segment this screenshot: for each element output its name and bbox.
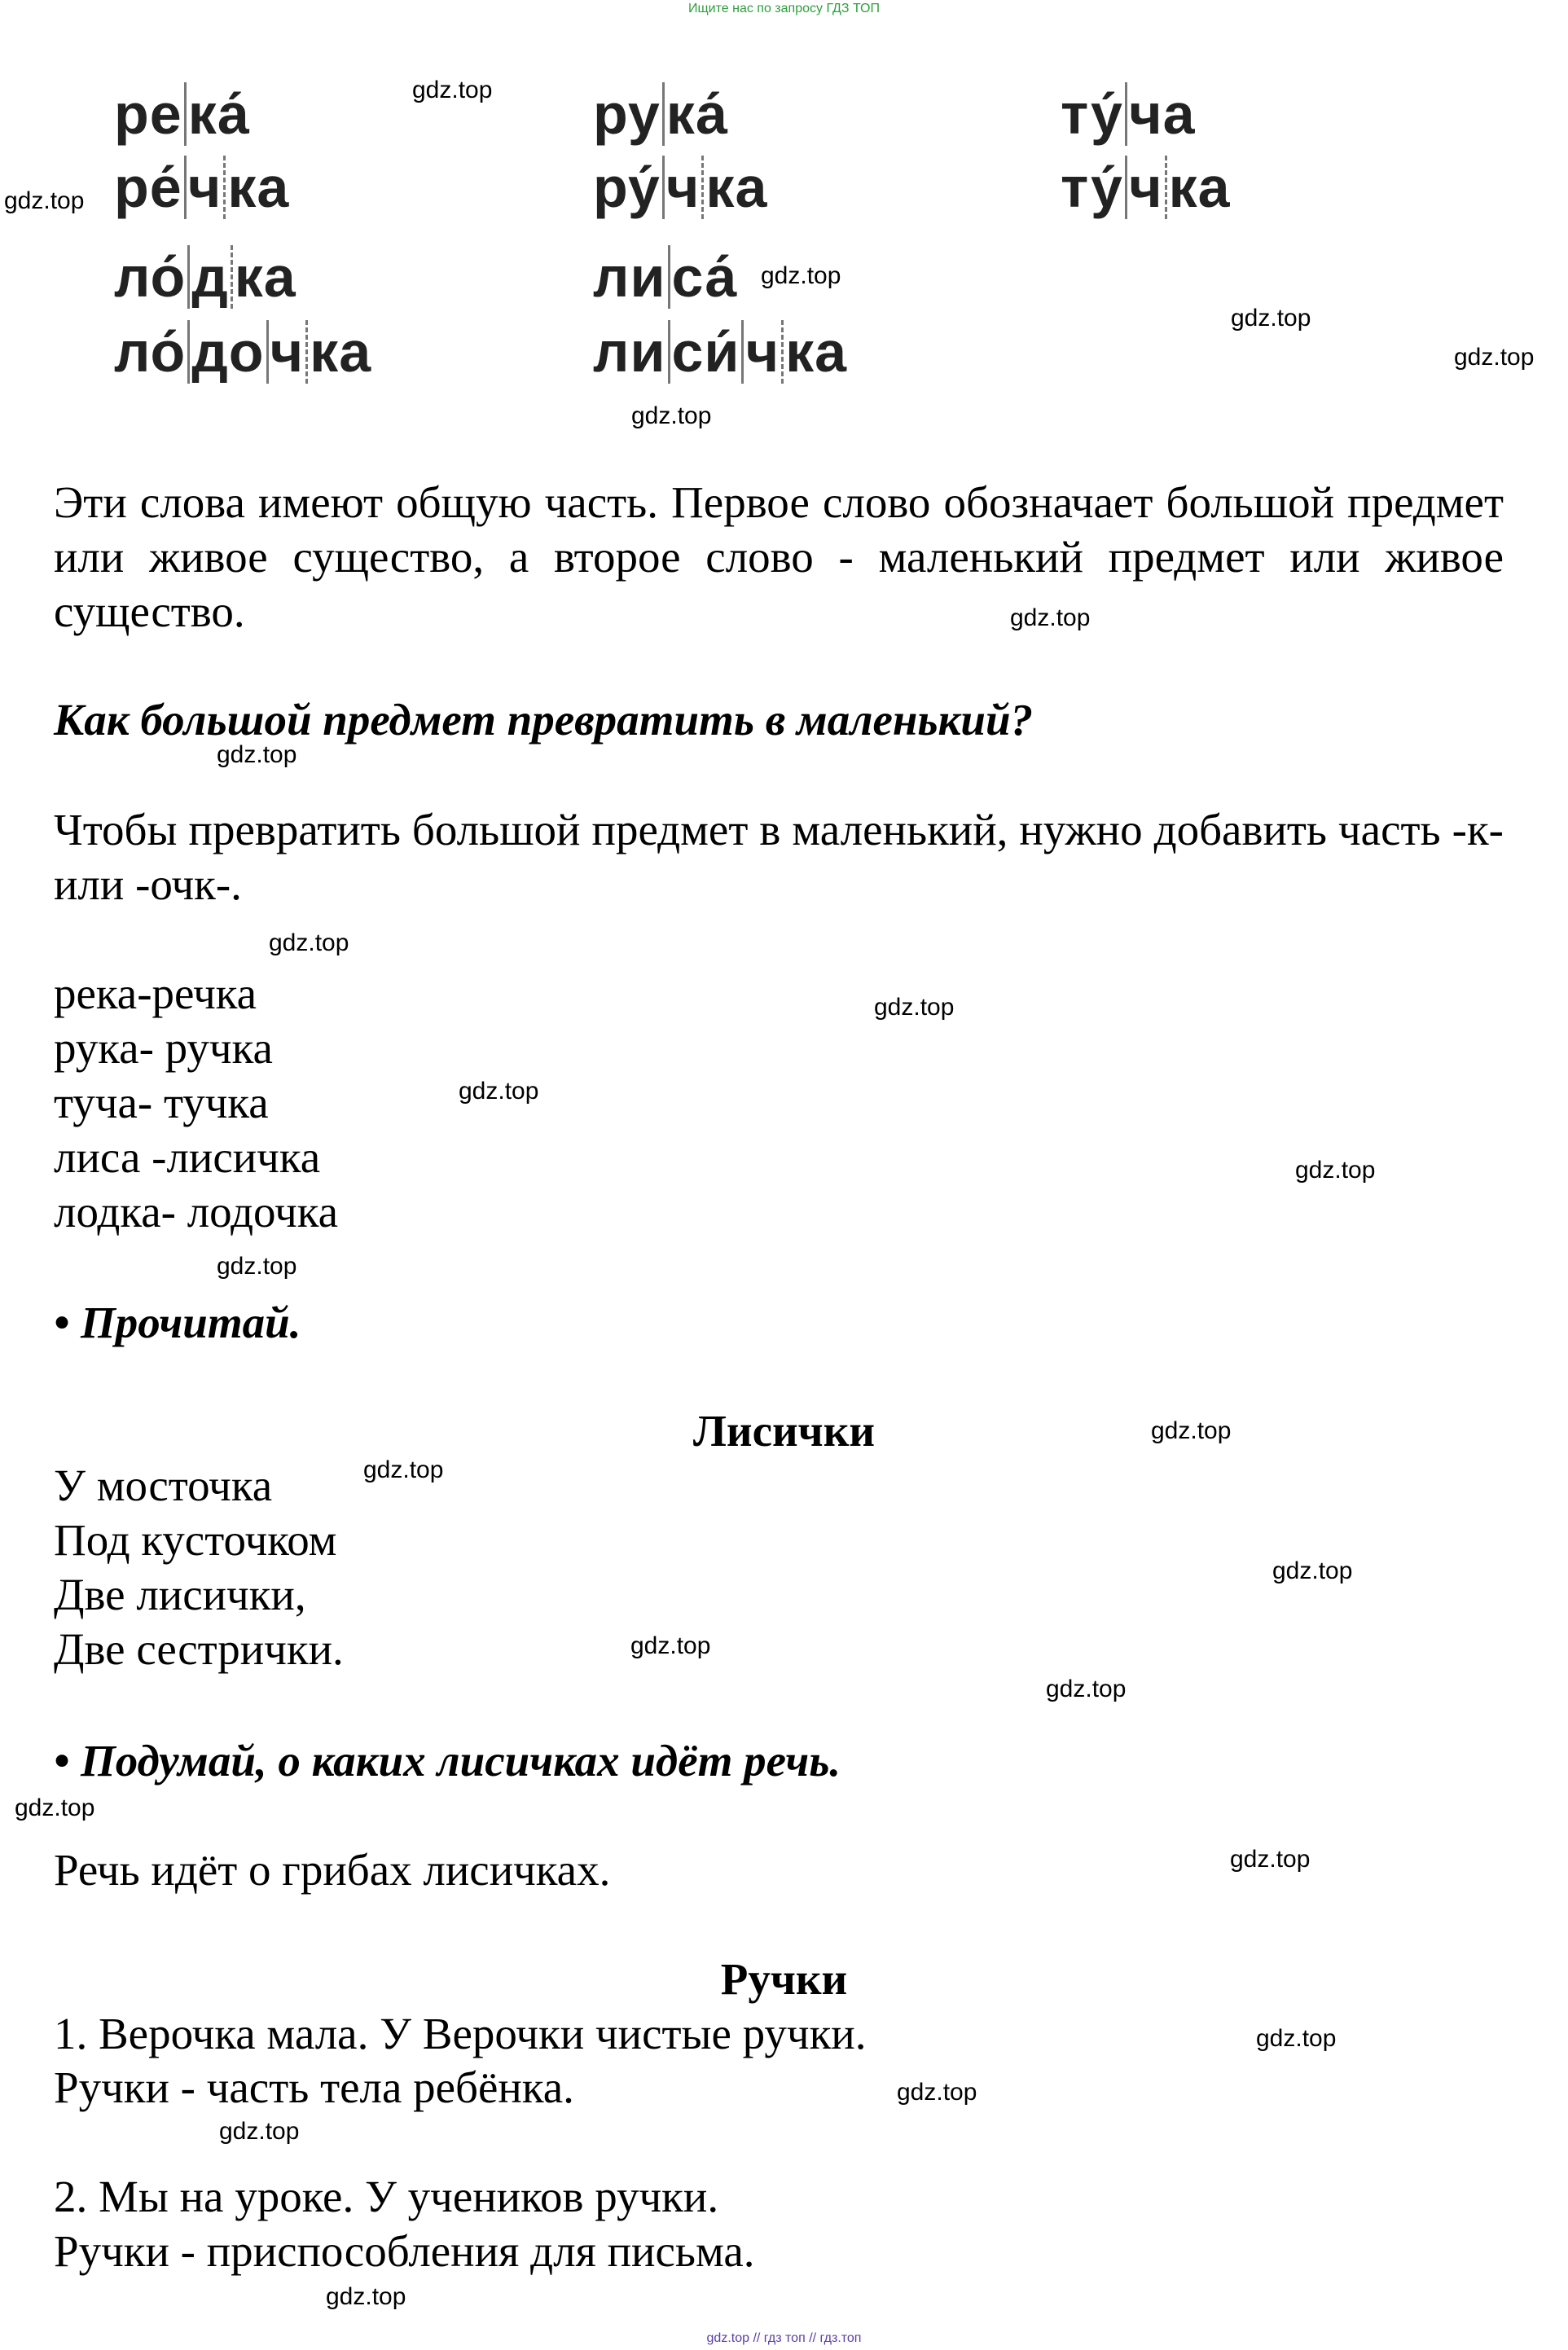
syllable: ка [785, 320, 848, 384]
watermark: gdz.top [1010, 604, 1091, 631]
word-pair: рука- ручка [54, 1023, 273, 1073]
watermark: gdz.top [4, 187, 85, 214]
watermark: gdz.top [217, 741, 297, 768]
section-title: Ручки [720, 1954, 848, 2004]
watermark: gdz.top [630, 1632, 711, 1659]
word-lodka [114, 244, 300, 310]
word-tuchka [1061, 155, 1234, 220]
explanation-paragraph: Эти слова имеют общую часть. Первое слово обозначает большой предмет или живое существо, а второе слово - маленький предмет или живое существо. [54, 477, 1504, 636]
word-ruka [593, 81, 731, 147]
word-rechka [114, 155, 292, 220]
watermark: gdz.top [219, 2118, 300, 2145]
answer-paragraph: Чтобы превратить большой предмет в маленький, нужно добавить часть -к- или -очк-. [54, 805, 1504, 909]
word-reka [114, 81, 253, 147]
watermark: gdz.top [326, 2283, 406, 2310]
task-read: • Прочитай. [54, 1298, 301, 1347]
watermark: gdz.top [761, 262, 841, 289]
syllable: ло́ [114, 320, 190, 384]
syllable: ре [114, 82, 187, 146]
syllable: ча [1128, 82, 1196, 146]
footer-banner: gdz.top // гдз топ // гдз.топ [706, 2331, 862, 2345]
syllable: д [191, 245, 232, 309]
watermark: gdz.top [269, 929, 349, 956]
word-lodochka [114, 319, 375, 384]
watermark: gdz.top [412, 77, 493, 103]
syllable: ли [593, 245, 670, 309]
syllable: ч [188, 156, 226, 219]
answer-line: Речь идёт о грибах лисичках. [54, 1845, 611, 1895]
syllable: ка [705, 156, 768, 219]
section-line: 1. Верочка мала. У Верочки чистые ручки. [54, 2009, 867, 2058]
word-lisichka [593, 319, 850, 384]
watermark: gdz.top [363, 1456, 444, 1483]
header-banner: Ищите нас по запросу ГДЗ ТОП [688, 2, 880, 15]
syllable: ли [593, 320, 670, 384]
section-line: Ручки - приспособления для письма. [54, 2226, 755, 2276]
syllable: ру [593, 82, 665, 146]
syllable: ка [227, 156, 290, 219]
syllable: ка [310, 320, 372, 384]
syllable: ч [1129, 156, 1167, 219]
syllable: ч [745, 320, 784, 384]
syllable: са́ [671, 245, 738, 309]
word-tucha [1061, 81, 1199, 147]
watermark: gdz.top [1046, 1676, 1127, 1702]
word-pair: лодка- лодочка [54, 1187, 339, 1236]
watermark: gdz.top [1272, 1557, 1353, 1584]
question-heading: Как большой предмет превратить в маленький? [54, 695, 1034, 745]
syllable: ка́ [187, 82, 250, 146]
syllable: си́ [672, 320, 744, 384]
watermark: gdz.top [1295, 1157, 1376, 1184]
poem-line: Две сестрички. [54, 1624, 344, 1674]
syllable: ч [270, 320, 309, 384]
watermark: gdz.top [874, 994, 955, 1021]
watermark: gdz.top [1151, 1417, 1232, 1444]
syllable: ру́ [593, 156, 665, 219]
syllable: ре́ [114, 156, 187, 219]
watermark: gdz.top [1256, 2025, 1337, 2052]
watermark: gdz.top [459, 1078, 539, 1105]
syllable: ка́ [665, 82, 728, 146]
watermark: gdz.top [631, 402, 712, 429]
section-line: 2. Мы на уроке. У учеников ручки. [54, 2172, 719, 2221]
syllable: ка [1168, 156, 1231, 219]
watermark: gdz.top [1230, 1846, 1311, 1873]
word-pair: туча- тучка [54, 1078, 269, 1127]
watermark: gdz.top [15, 1794, 95, 1821]
task-think: • Подумай, о каких лисичках идёт речь. [54, 1736, 841, 1786]
word-lisa [593, 244, 740, 310]
watermark: gdz.top [217, 1253, 297, 1280]
poem-title: Лисички [692, 1406, 876, 1456]
syllable: ч [666, 156, 705, 219]
word-pair: лиса -лисичка [54, 1132, 321, 1182]
syllable: до [191, 320, 268, 384]
poem-line: Под кусточком [54, 1515, 337, 1565]
watermark: gdz.top [897, 2079, 977, 2106]
syllable: ту́ [1061, 156, 1127, 219]
syllable: ка [234, 245, 296, 309]
word-pair: река-речка [54, 969, 257, 1018]
poem-line: Две лисички, [54, 1570, 306, 1619]
watermark: gdz.top [1231, 305, 1311, 332]
word-ruchka [593, 155, 771, 220]
syllable: ло́ [114, 245, 190, 309]
syllable: ту́ [1061, 82, 1127, 146]
poem-line: У мосточка [54, 1461, 273, 1510]
section-line: Ручки - часть тела ребёнка. [54, 2062, 574, 2112]
watermark: gdz.top [1454, 344, 1535, 371]
